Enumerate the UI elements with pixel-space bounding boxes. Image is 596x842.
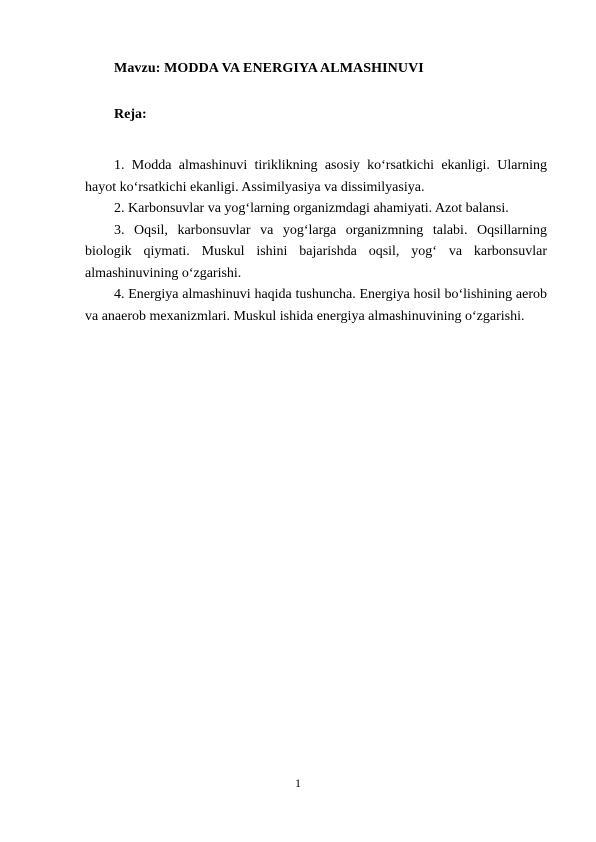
plan-item-4: 4. Energiya almashinuvi haqida tushuncha. Energiya hosil bo‘lishining aerob va anaerob mexanizmlari. Muskul ishida energiya almashinuvining o‘zgarishi. [85,287,547,324]
plan-list [85,155,547,327]
page-number: 1 [295,776,301,790]
plan-item-2: 2. Karbonsuvlar va yog‘larning organizmdagi ahamiyati. Azot balansi. [114,201,509,216]
plan-item-3: 3. Oqsil, karbonsuvlar va yog‘larga organizmning talabi. Oqsillarning biologik qiymati. Muskul ishini bajarishda oqsil, yog‘ va karbonsuvlar almashinuvining o‘zgarishi. [85,222,547,281]
plan-heading: Reja: [114,107,147,122]
page-title: Mavzu: MODDA VA ENERGIYA ALMASHINUVI [114,61,424,76]
plan-item-1: 1. Modda almashinuvi tiriklikning asosiy ko‘rsatkichi ekanligi. Ularning hayot ko‘rsatkichi ekanligi. Assimilyasiya va dissimilyasiya. [85,158,547,195]
